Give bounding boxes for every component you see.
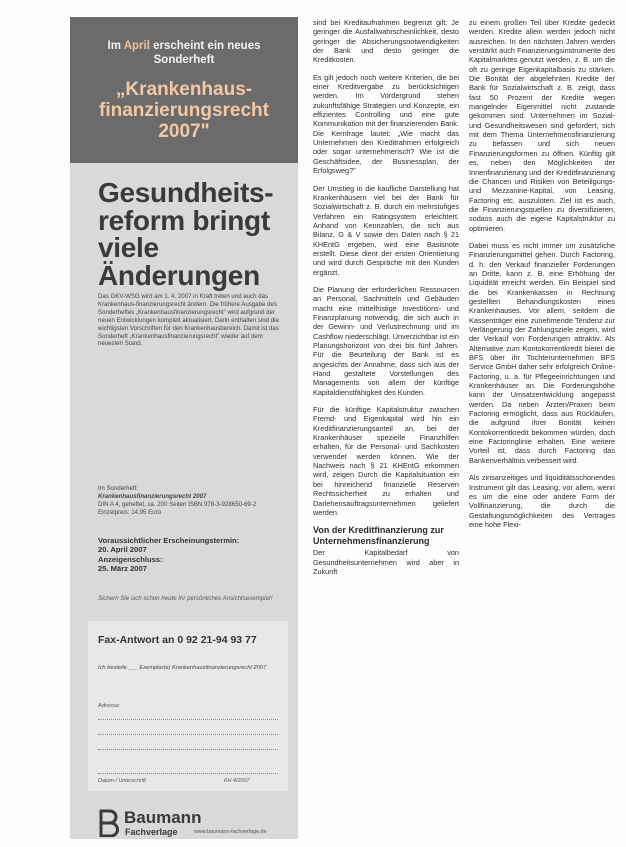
deadline-date: 25. März 2007 (98, 564, 147, 574)
ad-release-info (98, 536, 282, 574)
article-column-2 (469, 18, 615, 537)
release-label: Voraussichtlicher Erscheinungstermin: (98, 536, 240, 545)
signature-label: Datum / Unterschrift (98, 778, 146, 784)
ad-intro-part1: Im (107, 40, 121, 52)
paragraph: Der Umstieg in die kaufliche Darstellung hat Krankenhäusern viel bei der Bank für Sozialwirtschaft z. B. durch ein mehrstufiges Verfahren ein Ratingsystem erleichtert. Anhand von Kennzahlen, die sich aus Bilanz, G & V sowie den Daten nach § 21 KHEntG ergeben, wird eine Basisnote erstellt. Diese dient der ersten Orientierung und wird durch Gespräche mit den Kunden ergänzt. (313, 183, 459, 277)
order-quantity-line[interactable]: Ich bestelle ___ Exemplar(e) Krankenhausfinanzierungsrecht 2007 (98, 665, 267, 671)
advertisement-box (70, 17, 298, 839)
ad-intro-accent: April (123, 40, 150, 52)
ad-intro-text (84, 39, 284, 67)
paragraph: Der Kapitalbedarf von Gesundheitsunternehmen wird aber in Zukunft (313, 548, 459, 576)
ad-headline: Gesundheits-reform bringt viele Änderungen (98, 177, 274, 291)
ad-header-banner (70, 17, 298, 163)
ad-order-intro: Im Sonderheft: (98, 485, 138, 492)
address-line-1[interactable] (98, 719, 278, 720)
ad-body-text: Das GKV-WSG wird am 1. 4. 2007 in Kraft treten und auch das Krankenhaus-finanzierungsrecht ändern. Die frühere Ausgabe des Sonderheftes „Krankenhausfinanzierungsrecht" wird aufgrund der neuen Entwicklungen komplett aktualisiert. Darin enthalten sind die wichtigsten Vorschriften für den Krankenhausbereich. Damit ist das Sonderheft „Krankenhausfinanzierungsrecht" wieder auf dem neuesten Stand. (98, 293, 279, 348)
release-date: 20. April 2007 (98, 545, 147, 555)
paragraph: Für die künftige Kapitalstruktur zwischen Fremd- und Eigenkapital wird hin ein Kreditfinanzierungsanteil an, bei der Krankenhäuser spezielle Finanzhilfen erhalten, für die Personal- und Sachkosten verwendet werden können. Wie der Nachweis nach § 21 KHEntG erkommen wird, zeigen Durch die Kapitalsituation ein bei hinreichend finanzielle Reserven Rechtssicherheit zu erhalten und Darlehensauftragsunternehmen geliefert werden. (313, 405, 459, 517)
address-line-3[interactable] (98, 749, 278, 750)
ad-order-details: DIN A 4, geheftet, ca. 200 Seiten ISBN 978-3-928650-69-2 Einzelpreis: 14,95 Euro (98, 500, 257, 516)
logo-subtitle: Fachverlage (125, 827, 178, 837)
signature-line[interactable] (98, 773, 278, 774)
paragraph: Es gilt jedoch noch weitere Kriterien, die bei einer Kreditvergabe zu berücksichtigen werden. Im Vordergrund stehen zukunftsfähige Strategien und Konzepte, ein effizientes Controlling und eine gute Kommunikation mit der finanzierenden Bank. Die Kernfrage lautet: „Wie macht das Unternehmen den Kreditrahmen erfolgreich oder sogar unternehmerisch? Wie ist die Geschäftsidee, der Businessplan, der Erfolgsweg?" (313, 72, 459, 176)
paragraph: Als zinsanzeitiges und liquiditätsschonendes Instrument gilt das Leasing, vor allem, wenn es um die eine oder andere Form der Vollfinanzierung, die durch die Gestaltungsmöglichkeiten des Vertrages eine hohe Flexi- (469, 473, 615, 529)
paragraph: sind bei Kreditaufnahmen begrenzt gilt: Je geringer die Ausfallwahrscheinlichkeit, desto geringer die Absicherungsnotwendigkeiten der Bank und desto geringer die Kreditkosten. (313, 18, 459, 65)
baumann-logo-icon (98, 809, 120, 837)
form-code: KH 4/2007 (224, 778, 250, 784)
ad-intro-part2: erscheint ein neues Sonderheft (153, 40, 261, 66)
section-heading: Von der Kreditfinanzierung zur Unternehmensfinanzierung (313, 525, 444, 546)
article-column-1 (313, 18, 459, 584)
publisher-url[interactable]: www.baumann-fachverlage.de (194, 829, 267, 835)
paragraph: zu einem großen Teil über Kredite gedeckt werden. Kredite allein werden jedoch nicht ausreichen. In den nächsten Jahren werden verstärkt auch Finanzierungsinstrumente des Kapitalmarktes genutzt werden, z. B. um die oft zu geringe Eigenkapitalbasis zu stärken. Die Bonität der abgelehnten Kredite der Bank für Sozialwirtschaft z. B. zeigt, dass fast 50 Prozent der Kredite wegen mangelnder Eigenmittel nicht zustande gekommen sind. Unternehmen im Sozial- und Gesundheitswesen sind gefordert, sich mit dem Thema Unternehmensfinanzierung zu befassen und sich neuen Finanzierungsformen zu öffnen. Künftig gilt es, neben den Möglichkeiten der Innenfinanzierung und der Kreditfinanzierung die Chancen und Risiken von Beteiligungs- und Mezzanine-Kapital, von Leasing, Factoring etc. auszuloten. Ziel ist es auch, die Finanzierungsquellen zu diversifizieren, sodass auch die eigene Kapitalstruktur zu optimieren. (469, 18, 615, 233)
deadline-label: Anzeigenschluss: (98, 554, 163, 564)
fax-order-form (88, 621, 288, 791)
address-line-2[interactable] (98, 734, 278, 735)
ad-order-info (98, 485, 282, 517)
paragraph: Dabei muss es nicht immer um zusätzliche Finanzierungsmittel gehen. Durch Factoring, d. h. den Verkauf finanzieller Forderungen an Dritte, kann z. B. eine Erhöhung der Liquidität erreicht werden. Ein Beispiel sind die bei Krankenkassen in Rechnung gestellten Behandlungskosten eines Krankenhauses. Vor allem, seitdem die Kassenträger eine zunehmende Tendenz zur Verlängerung der Zahlungsziele zeigen, wird der Verkauf von Forderungen attraktiv. Als Alternative zum Kontokorrentkredit bietet die BFS über ihr Tochterunternehmen BFS Service GmbH daher sehr erfolgreich Online-Factoring, u. a. für Pflegeeinrichtungen und Krankenhäuser an. Die Forderungshöhe kann der Umsatzentwicklung angepasst werden. Da neben Ärzten/Praxen beim Factoring ermöglicht, dass aus Rückläufen, die aufgrund ihrer Bonität keinen Kontokorrentkredit bekommen würden, doch eine Factoringlinie erhalten. Eine weitere Vorteil ist, dass durch Factoring das Bankenverhältnis verbessert wird. (469, 240, 615, 465)
logo-name: Baumann (124, 808, 202, 827)
ad-note: Sichern Sie sich schon heute Ihr persönliches Ansichtsexemplar! (98, 595, 273, 602)
ad-order-title: Krankenhausfinanzierungsrecht 2007 (98, 492, 207, 500)
paragraph: Die Planung der erforderlichen Ressourcen an Personal, Sachmitteln und Gebäuden macht eine mittelfristige Investitions- und Finanzplanung notwendig, die sich auch in der Gewinn- und Verlustrechnung und im Cashflow niederschlägt. Unverzichtbar ist ein Planungshorizont von drei bis fünf Jahren. Für die Beurteilung der Bank ist es angesichts der Annahme, dass sich aus der Hand gestaltete Vorstellungen des Managements von allem der künftige Kapitaldienstfähigkeit des Kunden. (313, 284, 459, 397)
fax-number: Fax-Antwort an 0 92 21-94 93 77 (98, 634, 257, 646)
publisher-logo (98, 807, 288, 847)
address-label: Adresse: (98, 703, 121, 709)
ad-special-title: „Krankenhaus-finanzierungsrecht 2007" (99, 79, 269, 142)
